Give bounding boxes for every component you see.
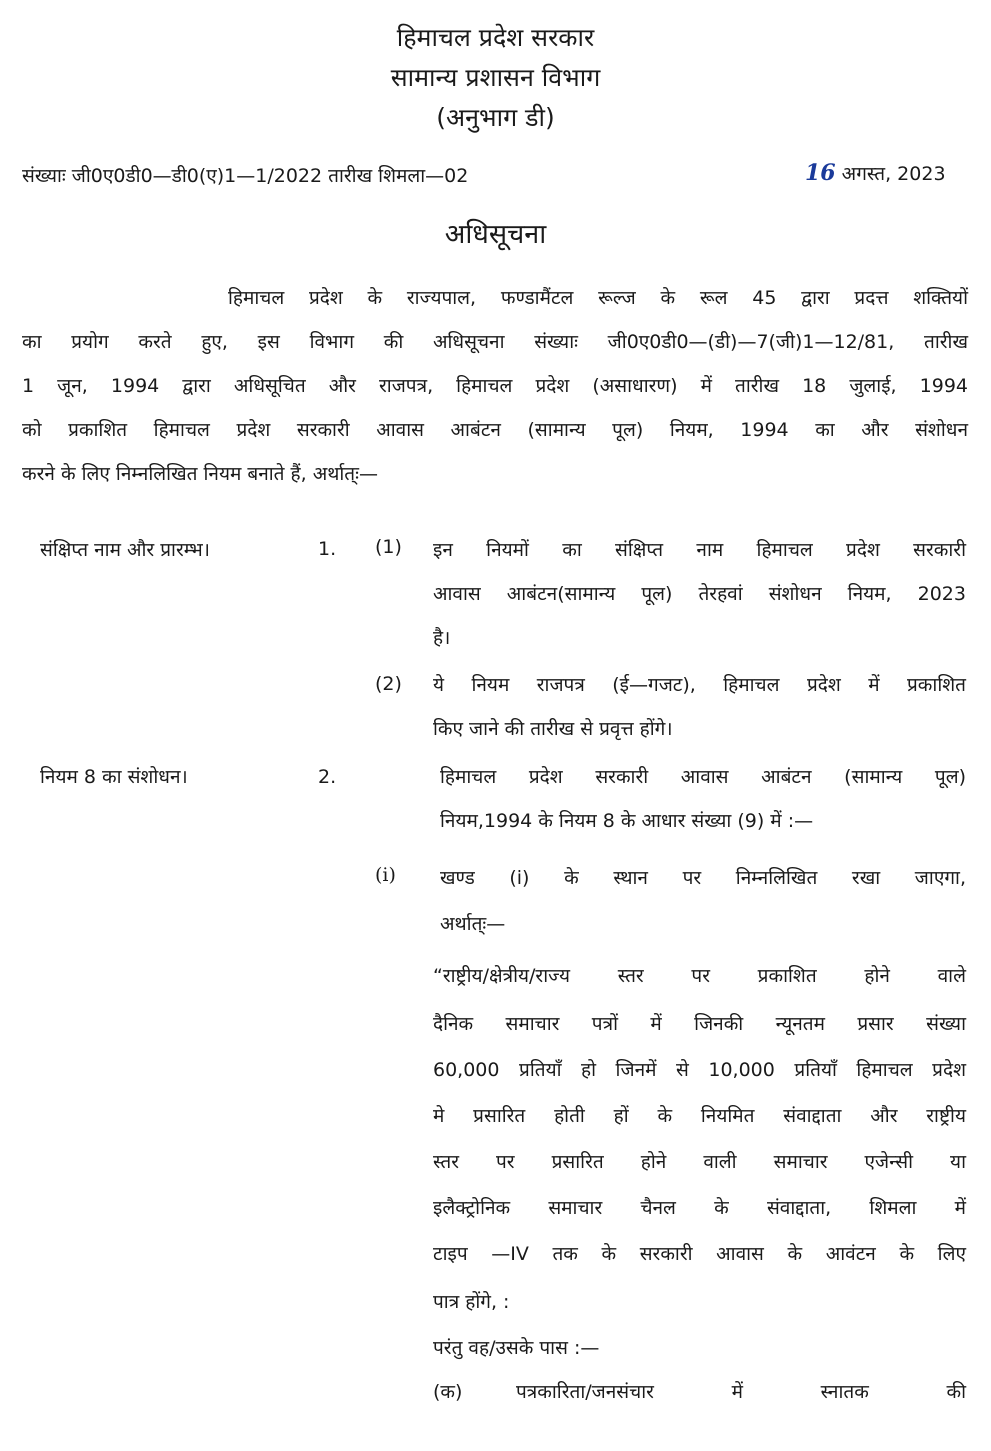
item-k-number: (क) [433, 1381, 463, 1403]
rule1-sub1-line-3: है। [433, 627, 451, 649]
preamble-line-2: का प्रयोग करते हुए, इस विभाग की अधिसूचना संख्याः जी0ए0डी0—(डी)—7(जी)1—12/81, तारीख [22, 331, 968, 353]
quote-line-2: दैनिक समाचार पत्रों में जिनकी न्यूनतम प्रसार संख्या [433, 1013, 966, 1035]
quote-line-5: स्तर पर प्रसारित होने वाली समाचार एजेन्सी या [433, 1151, 966, 1173]
notification-date [805, 160, 946, 186]
quote-line-1: “राष्ट्रीय/क्षेत्रीय/राज्य स्तर पर प्रकाशित होने वाले [433, 965, 966, 987]
rule1-sub1-line-1: इन नियमों का संक्षिप्त नाम हिमाचल प्रदेश सरकारी [433, 539, 966, 561]
header-line-section: (अनुभाग डी) [436, 103, 555, 132]
item-k-text: पत्रकारिता/जनसंचार में स्नातक की [516, 1381, 966, 1403]
quote-line-4: मे प्रसारित होती हों के नियमित संवाद्दाता और राष्ट्रीय [433, 1105, 966, 1127]
preamble-line-5: करने के लिए निम्नलिखित नियम बनाते हैं, अर्थात्ः— [22, 463, 378, 485]
preamble-line-3: 1 जून, 1994 द्वारा अधिसूचित और राजपत्र, हिमाचल प्रदेश (असाधारण) में तारीख 18 जुलाई, 1994 [22, 375, 968, 397]
rule1-sub2-line-2: किए जाने की तारीख से प्रवृत्त होंगे। [433, 718, 673, 740]
rule2-intro-line-2: नियम,1994 के नियम 8 के आधार संख्या (9) में :— [440, 810, 814, 832]
header-line-government: हिमाचल प्रदेश सरकार [396, 23, 595, 52]
rule2-clause-line-1: खण्ड (i) के स्थान पर निम्नलिखित रखा जाएगा, [440, 867, 966, 889]
quote-line-6: इलैक्ट्रोनिक समाचार चैनल के संवाद्दाता, शिमला में [433, 1197, 966, 1219]
date-month-year: अगस्त, 2023 [841, 163, 946, 185]
rule2-side-heading: नियम 8 का संशोधन। [40, 766, 188, 788]
rule1-sub1-number: (1) [375, 536, 402, 558]
rule1-side-heading: संक्षिप्त नाम और प्रारम्भ। [40, 539, 210, 561]
date-day: 16 [805, 160, 836, 186]
quote-line-8: पात्र होंगे, : [433, 1291, 510, 1313]
rule1-sub2-line-1: ये नियम राजपत्र (ई—गजट), हिमाचल प्रदेश में प्रकाशित [433, 674, 966, 696]
rule1-sub1-line-2: आवास आबंटन(सामान्य पूल) तेरहवां संशोधन नियम, 2023 [433, 583, 966, 605]
rule2-clause-number: (i) [375, 864, 396, 886]
rule2-number: 2. [318, 766, 337, 788]
notification-number: संख्याः जी0ए0डी0—डी0(ए)1—1/2022 तारीख शिमला—02 [22, 165, 469, 187]
quote-line-7: टाइप —IV तक के सरकारी आवास के आवंटन के लिए [433, 1243, 966, 1265]
preamble-line-1: हिमाचल प्रदेश के राज्यपाल, फण्डामैंटल रूल्ज के रूल 45 द्वारा प्रदत्त शक्तियों [228, 287, 968, 309]
proviso-line: परंतु वह/उसके पास :— [433, 1337, 600, 1359]
preamble-line-4: को प्रकाशित हिमाचल प्रदेश सरकारी आवास आबंटन (सामान्य पूल) नियम, 1994 का और संशोधन [22, 419, 968, 441]
rule1-sub2-number: (2) [375, 673, 402, 695]
quote-line-3: 60,000 प्रतियाँ हो जिनमें से 10,000 प्रतियाँ हिमाचल प्रदेश [433, 1059, 966, 1081]
page-title: अधिसूचना [444, 219, 547, 250]
rule2-intro-line-1: हिमाचल प्रदेश सरकारी आवास आबंटन (सामान्य पूल) [440, 766, 966, 788]
header-line-department: सामान्य प्रशासन विभाग [390, 63, 601, 92]
rule2-clause-line-2: अर्थात्ः— [440, 913, 506, 935]
rule1-number: 1. [318, 538, 337, 560]
